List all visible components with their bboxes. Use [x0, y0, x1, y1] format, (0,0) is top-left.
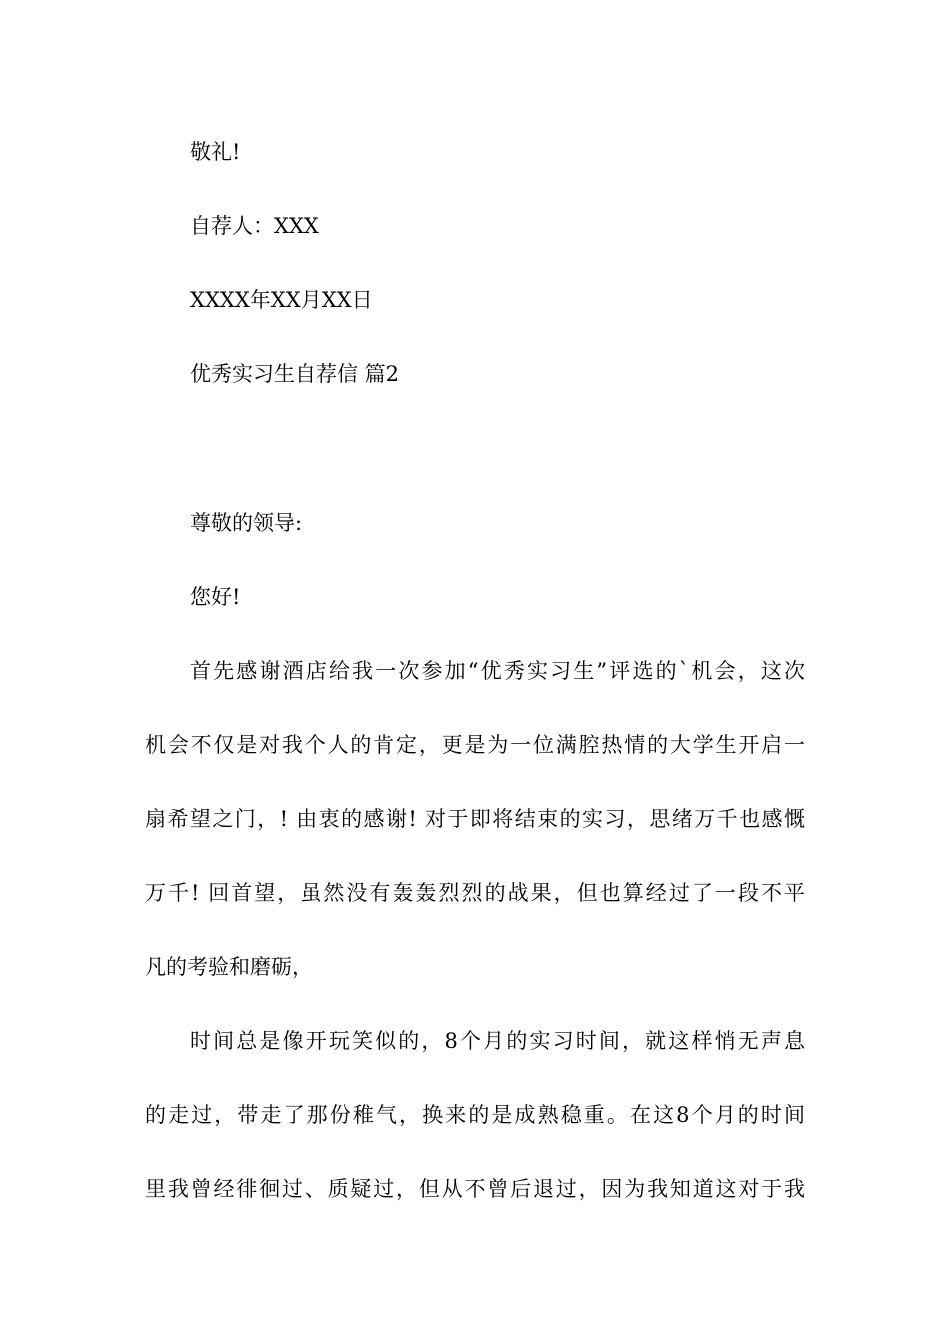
paragraph-1-line-5: 凡的考验和磨砺，	[145, 955, 313, 979]
closing-salute: 敬礼!	[190, 140, 241, 164]
paragraph-2-line-3: 里我曾经徘徊过、质疑过，但从不曾后退过，因为我知道这对于我	[145, 1177, 805, 1201]
paragraph-1-line-1: 首先感谢酒店给我一次参加“优秀实习生”评选的`机会，这次	[190, 659, 805, 683]
signature-line: 自荐人：XXX	[190, 214, 319, 238]
paragraph-2-line-2: 的走过，带走了那份稚气，换来的是成熟稳重。在这8个月的时间	[145, 1103, 805, 1127]
section-title: 优秀实习生自荐信 篇2	[190, 362, 400, 386]
paragraph-1-line-3: 扇希望之门，! 由衷的感谢! 对于即将结束的实习，思绪万千也感慨	[145, 807, 805, 831]
date-line: XXXX年XX月XX日	[190, 288, 373, 312]
paragraph-2-line-1: 时间总是像开玩笑似的，8个月的实习时间，就这样悄无声息	[190, 1029, 805, 1053]
paragraph-1-line-4: 万千! 回首望，虽然没有轰轰烈烈的战果，但也算经过了一段不平	[145, 881, 805, 905]
letter-greeting: 尊敬的领导:	[190, 511, 303, 535]
letter-hello: 您好!	[190, 585, 241, 609]
paragraph-1-line-2: 机会不仅是对我个人的肯定，更是为一位满腔热情的大学生开启一	[145, 733, 805, 757]
